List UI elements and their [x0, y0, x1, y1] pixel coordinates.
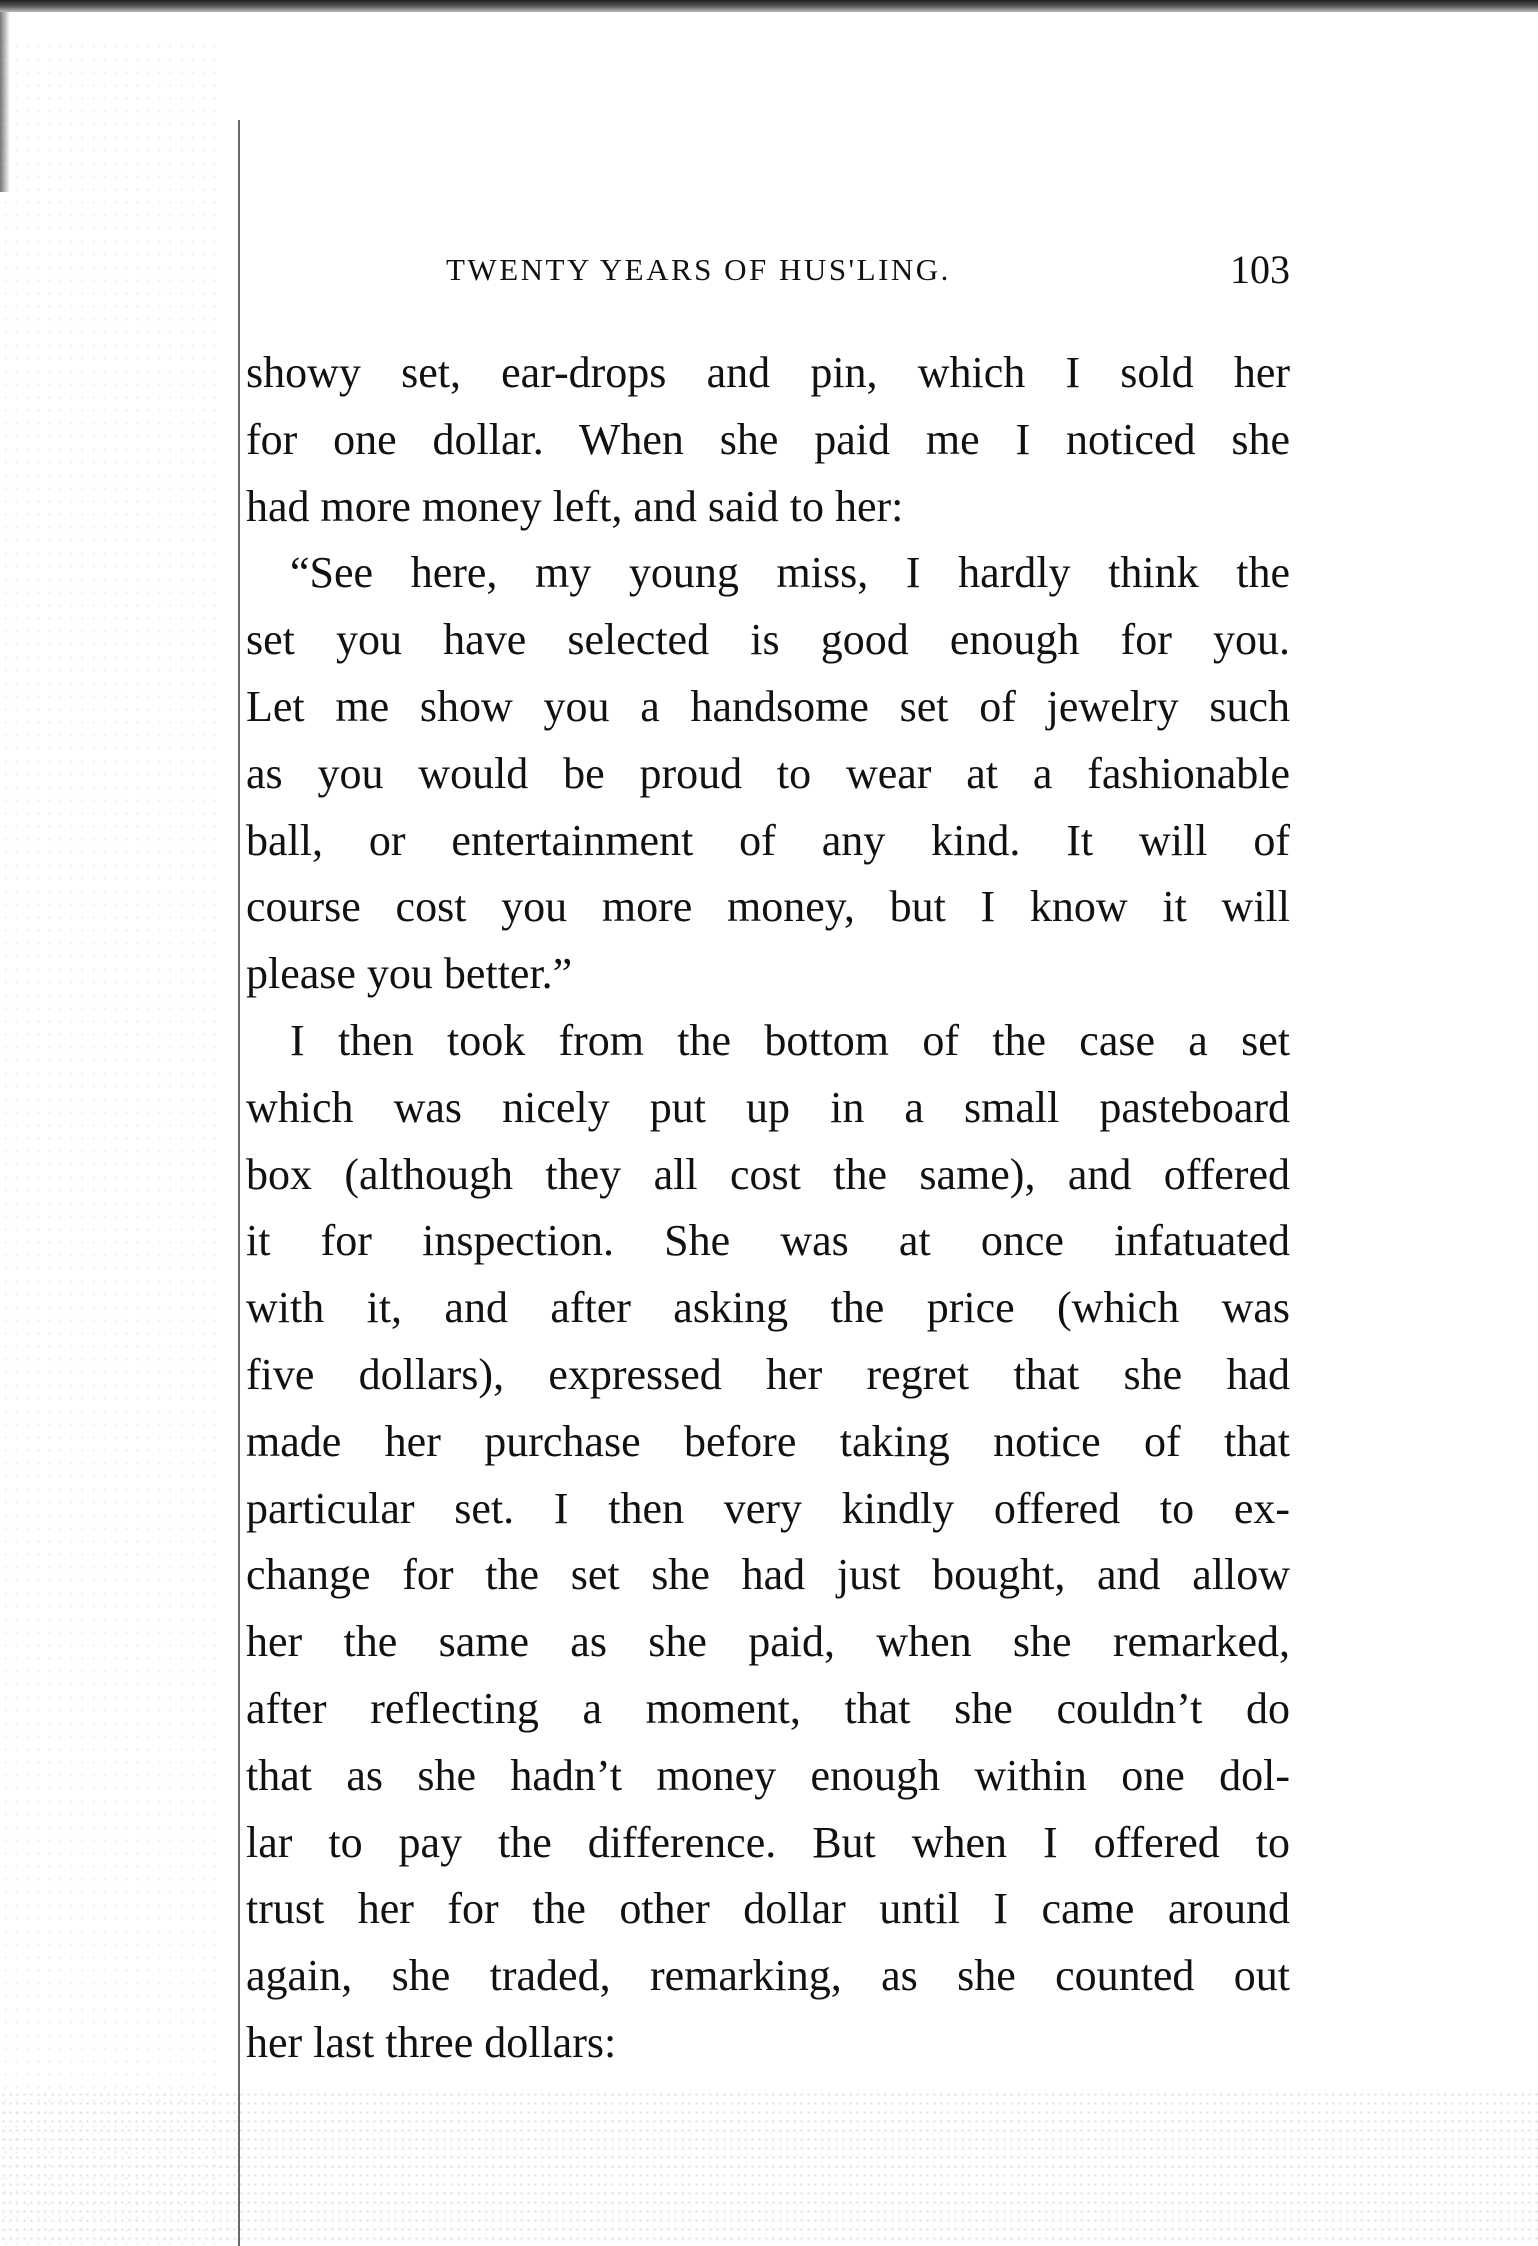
- text-line: particular set. I then very kindly offered to ex-: [246, 1483, 1290, 1533]
- scan-noise-left: [0, 40, 220, 2246]
- text-line: Let me show you a handsome set of jewelry such: [246, 681, 1290, 731]
- text-line: for one dollar. When she paid me I noticed she: [246, 414, 1290, 464]
- text-line: box (although they all cost the same), and offered: [246, 1149, 1290, 1199]
- text-line: course cost you more money, but I know it will: [246, 882, 1290, 932]
- text-line: made her purchase before taking notice of that: [246, 1416, 1290, 1466]
- running-head: [246, 246, 1290, 302]
- text-line: it for inspection. She was at once infatuated: [246, 1216, 1290, 1266]
- page-number: 103: [1230, 247, 1290, 292]
- text-line: as you would be proud to wear at a fashionable: [246, 748, 1290, 798]
- text-line: change for the set she had just bought, and allow: [246, 1550, 1290, 1600]
- text-line: showy set, ear-drops and pin, which I sold her: [246, 348, 1290, 397]
- scan-noise-bottom: [0, 2090, 1538, 2246]
- text-line: that as she hadn’t money enough within one dol-: [246, 1750, 1290, 1800]
- text-line: ball, or entertainment of any kind. It will of: [246, 815, 1290, 865]
- text-line: after reflecting a moment, that she couldn’t do: [246, 1683, 1290, 1733]
- text-line: set you have selected is good enough for you.: [246, 615, 1290, 665]
- text-line: with it, and after asking the price (which was: [246, 1283, 1290, 1333]
- scan-top-edge: [0, 0, 1538, 12]
- text-line: had more money left, and said to her:: [246, 481, 904, 531]
- text-line: which was nicely put up in a small pasteboard: [246, 1082, 1290, 1132]
- binding-gutter-line: [238, 120, 240, 2246]
- text-line: her the same as she paid, when she remarked,: [246, 1617, 1290, 1667]
- text-line: “See here, my young miss, I hardly think the: [290, 548, 1290, 598]
- text-line: trust her for the other dollar until I came around: [246, 1884, 1290, 1934]
- body-text: [246, 340, 1290, 2077]
- text-line: lar to pay the difference. But when I offered to: [246, 1817, 1290, 1867]
- text-line: I then took from the bottom of the case a set: [290, 1015, 1290, 1065]
- running-title: TWENTY YEARS OF HUS'LING.: [446, 252, 951, 287]
- text-line: five dollars), expressed her regret that she had: [246, 1349, 1290, 1399]
- text-line: her last three dollars:: [246, 2017, 617, 2067]
- text-line: please you better.”: [246, 949, 573, 999]
- text-line: again, she traded, remarking, as she counted out: [246, 1951, 1290, 2001]
